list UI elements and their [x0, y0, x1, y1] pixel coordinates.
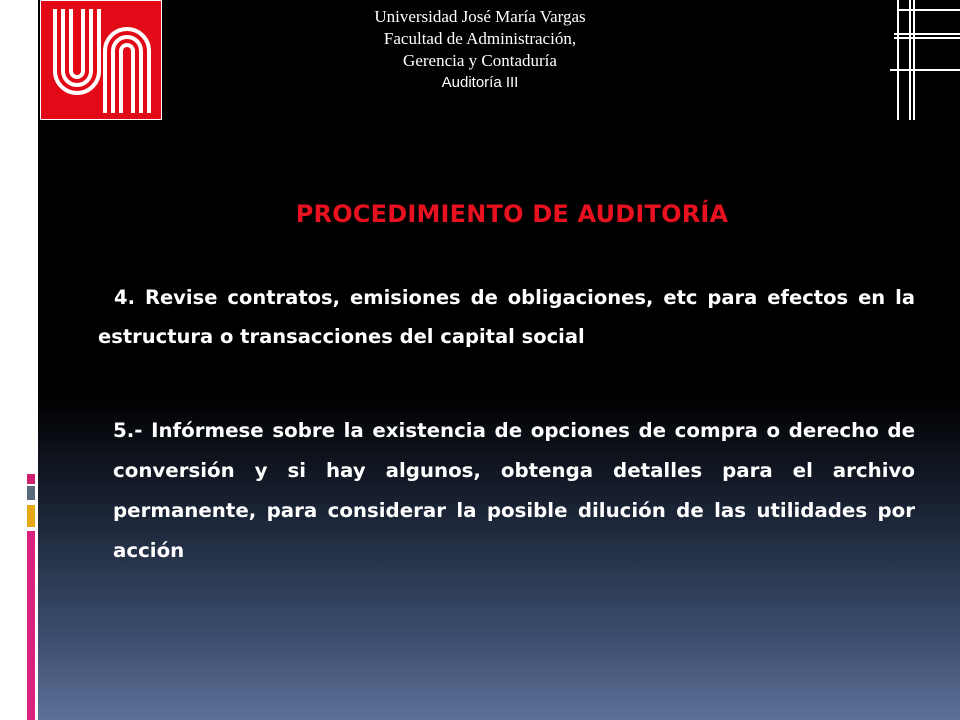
- course-name: Auditoría III: [441, 74, 519, 91]
- faculty-name: Facultad de Administración,: [383, 29, 577, 48]
- university-name: Universidad José María Vargas: [374, 7, 586, 26]
- header-block: [280, 6, 680, 94]
- university-logo-icon: [41, 1, 163, 121]
- accent-bar-gold: [27, 505, 35, 527]
- corner-lines-icon: [890, 0, 960, 120]
- accent-bar-gray: [27, 486, 35, 500]
- university-logo: [40, 0, 162, 120]
- accent-bar-pink: [27, 531, 35, 720]
- procedure-step-5: 5.- Infórmese sobre la existencia de opciones de compra o derecho de conversión y si hay algunos, obtenga detalles para el archivo permanente, para considerar la posible dilución de las utilidades por acción: [113, 419, 915, 562]
- accent-bar-pink-top: [27, 474, 35, 484]
- faculty-subtitle: Gerencia y Contaduría: [403, 51, 557, 70]
- procedure-step-4: 4. Revise contratos, emisiones de obligaciones, etc para efectos en la estructura o transacciones del capital social: [98, 286, 915, 348]
- slide-title: PROCEDIMIENTO DE AUDITORÍA: [295, 200, 729, 228]
